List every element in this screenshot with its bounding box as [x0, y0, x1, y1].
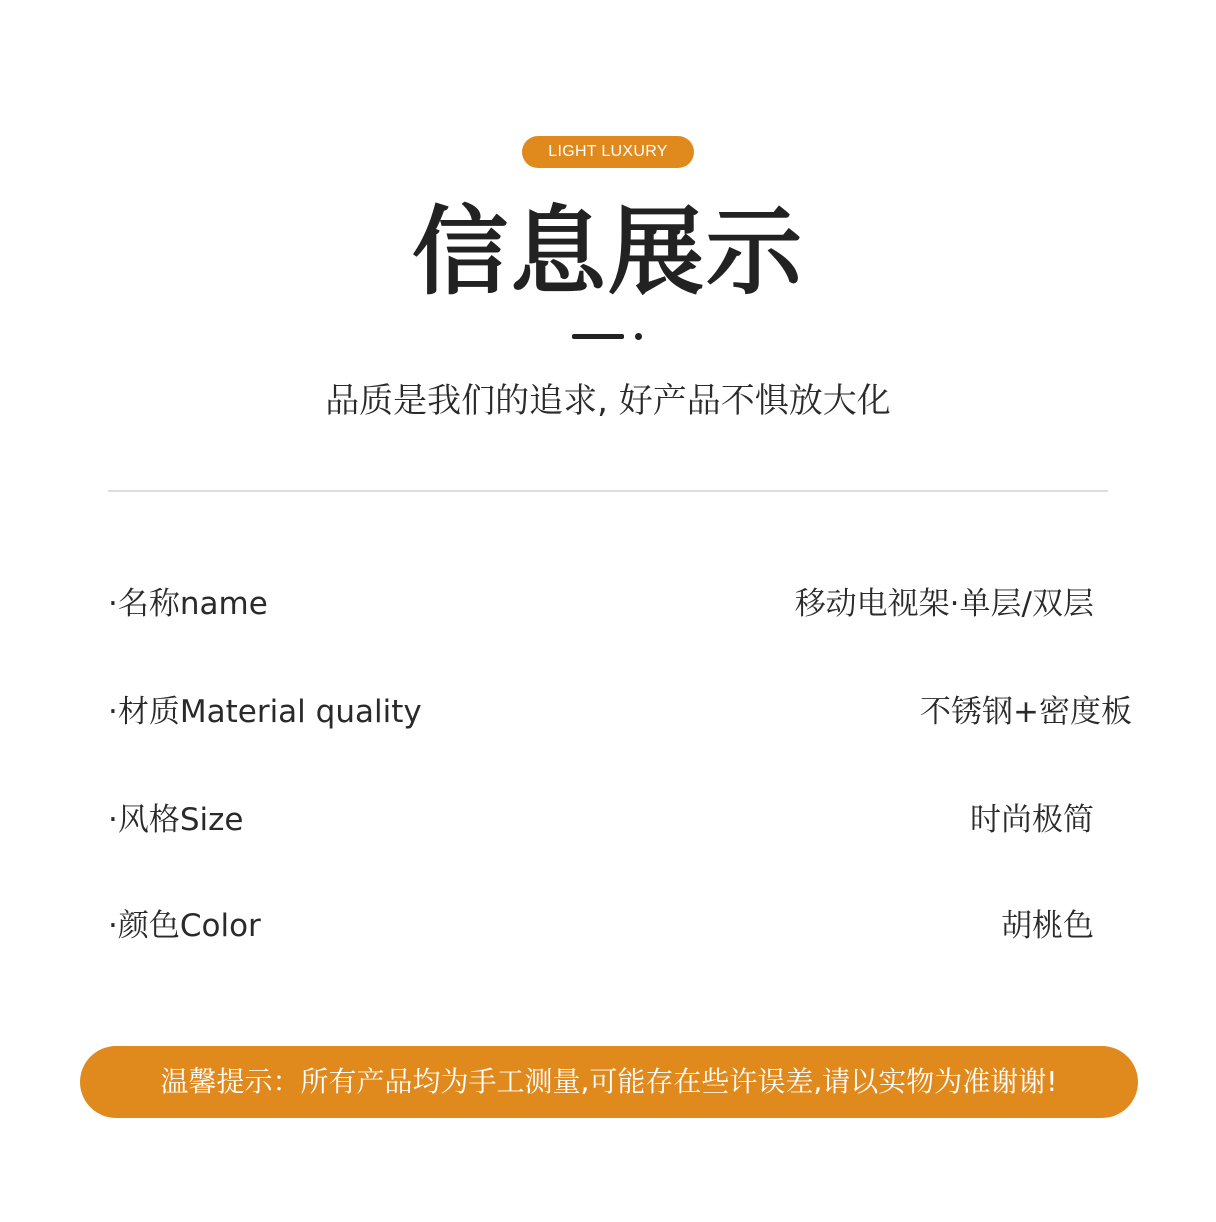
info-value-name: 移动电视架·单层/双层 — [794, 586, 1094, 622]
info-label-style: ·风格Size — [108, 802, 244, 838]
info-value-style: 时尚极简 — [970, 802, 1094, 838]
title-underline-bar — [572, 334, 624, 339]
info-value-color: 胡桃色 — [1001, 908, 1094, 944]
page-subtitle: 品质是我们的追求, 好产品不惧放大化 — [325, 381, 891, 421]
light-luxury-badge: LIGHT LUXURY — [522, 136, 694, 168]
title-underline-dot — [635, 333, 642, 340]
info-label-material: ·材质Material quality — [108, 694, 422, 730]
info-value-material: 不锈钢+密度板 — [920, 694, 1132, 730]
info-label-color: ·颜色Color — [108, 908, 261, 944]
notice-banner: 温馨提示：所有产品均为手工测量,可能存在些许误差,请以实物为准谢谢! — [80, 1046, 1138, 1118]
info-label-name: ·名称name — [108, 586, 268, 622]
page-title: 信息展示 — [412, 196, 804, 308]
section-divider — [108, 490, 1108, 492]
